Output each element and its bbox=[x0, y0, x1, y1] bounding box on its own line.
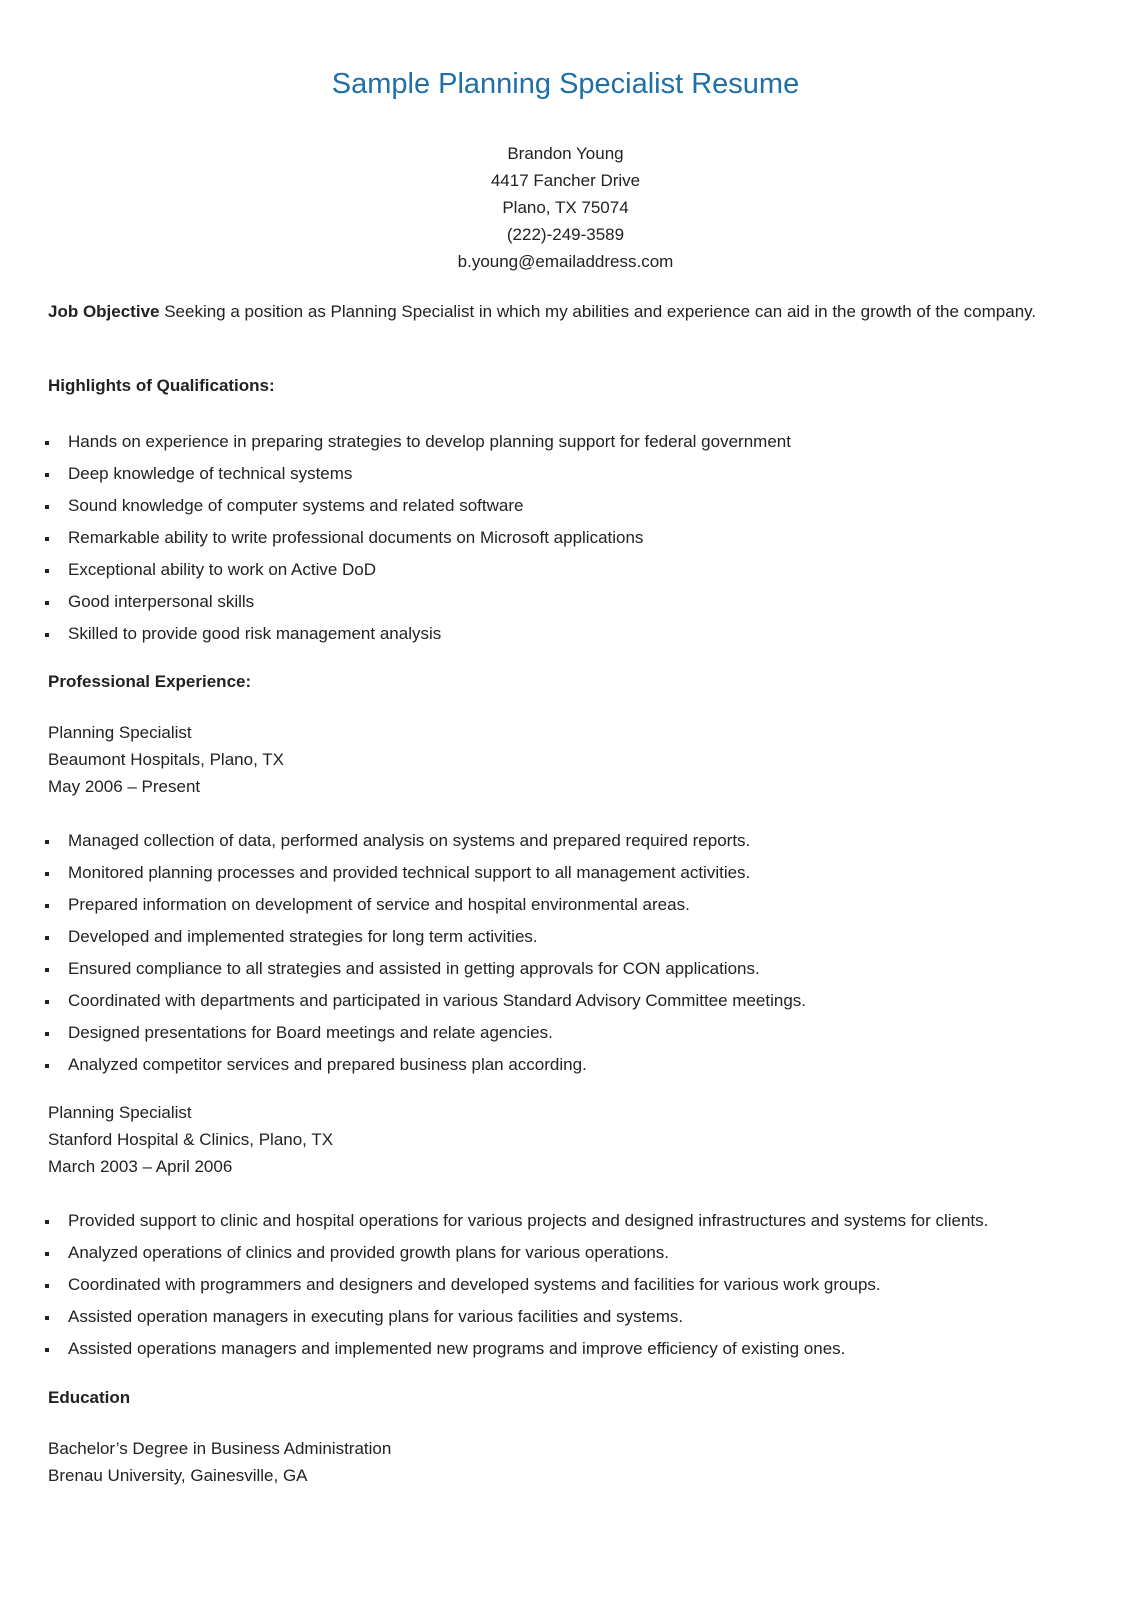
list-item: Exceptional ability to work on Active DoD bbox=[48, 558, 1108, 590]
education-details bbox=[48, 1435, 391, 1489]
job-1-duties bbox=[48, 829, 1108, 1085]
list-item: Prepared information on development of service and hospital environmental areas. bbox=[48, 893, 1108, 925]
job-company: Stanford Hospital & Clinics, Plano, TX bbox=[48, 1130, 334, 1149]
highlights-heading: Highlights of Qualifications: bbox=[48, 376, 275, 395]
list-item: Managed collection of data, performed analysis on systems and prepared required reports. bbox=[48, 829, 1108, 861]
list-item: Designed presentations for Board meetings and relate agencies. bbox=[48, 1021, 1108, 1053]
job-company: Beaumont Hospitals, Plano, TX bbox=[48, 750, 284, 769]
education-school: Brenau University, Gainesville, GA bbox=[48, 1466, 308, 1485]
experience-heading: Professional Experience: bbox=[48, 672, 252, 691]
list-item: Remarkable ability to write professional documents on Microsoft applications bbox=[48, 526, 1108, 558]
contact-block bbox=[0, 140, 1131, 275]
job-title: Planning Specialist bbox=[48, 723, 192, 742]
list-item: Deep knowledge of technical systems bbox=[48, 462, 1108, 494]
list-item: Monitored planning processes and provided technical support to all management activities. bbox=[48, 861, 1108, 893]
list-item: Coordinated with departments and participated in various Standard Advisory Committee meetings. bbox=[48, 989, 1108, 1021]
contact-name: Brandon Young bbox=[507, 144, 624, 163]
list-item: Assisted operation managers in executing plans for various facilities and systems. bbox=[48, 1305, 1108, 1337]
education-degree: Bachelor’s Degree in Business Administration bbox=[48, 1439, 392, 1458]
list-item: Sound knowledge of computer systems and related software bbox=[48, 494, 1108, 526]
list-item: Analyzed operations of clinics and provided growth plans for various operations. bbox=[48, 1241, 1108, 1273]
contact-street: 4417 Fancher Drive bbox=[490, 171, 641, 190]
highlights-list bbox=[48, 430, 1108, 654]
job-2-header bbox=[48, 1099, 333, 1180]
list-item: Good interpersonal skills bbox=[48, 590, 1108, 622]
job-dates: March 2003 – April 2006 bbox=[48, 1157, 233, 1176]
contact-phone: (222)-249-3589 bbox=[506, 225, 625, 244]
contact-email: b.young@emailaddress.com bbox=[457, 252, 674, 271]
job-objective bbox=[48, 298, 1088, 326]
objective-label: Job Objective bbox=[48, 302, 160, 321]
list-item: Analyzed competitor services and prepared business plan according. bbox=[48, 1053, 1108, 1085]
education-heading: Education bbox=[48, 1388, 131, 1407]
contact-city: Plano, TX 75074 bbox=[502, 198, 629, 217]
list-item: Provided support to clinic and hospital operations for various projects and designed infrastructures and systems for clients. bbox=[48, 1209, 1108, 1241]
page-title: Sample Planning Specialist Resume bbox=[331, 68, 800, 100]
job-2-duties bbox=[48, 1209, 1108, 1369]
job-dates: May 2006 – Present bbox=[48, 777, 201, 796]
job-title: Planning Specialist bbox=[48, 1103, 192, 1122]
list-item: Assisted operations managers and implemented new programs and improve efficiency of existing ones. bbox=[48, 1337, 1108, 1369]
list-item: Ensured compliance to all strategies and assisted in getting approvals for CON applications. bbox=[48, 957, 1108, 989]
list-item: Coordinated with programmers and designers and developed systems and facilities for various work groups. bbox=[48, 1273, 1108, 1305]
objective-text: Seeking a position as Planning Specialist in which my abilities and experience can aid in the growth of the company. bbox=[159, 302, 1037, 321]
job-1-header bbox=[48, 719, 284, 800]
list-item: Skilled to provide good risk management analysis bbox=[48, 622, 1108, 654]
list-item: Hands on experience in preparing strategies to develop planning support for federal government bbox=[48, 430, 1108, 462]
list-item: Developed and implemented strategies for long term activities. bbox=[48, 925, 1108, 957]
